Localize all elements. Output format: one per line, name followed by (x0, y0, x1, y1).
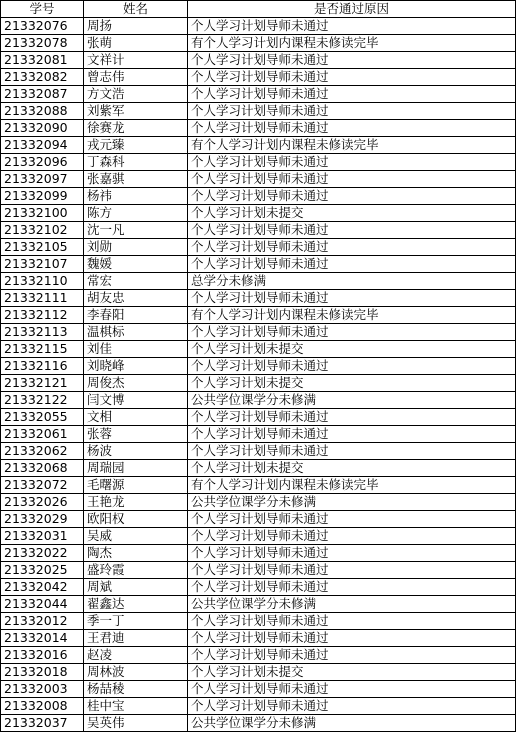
student-id-cell: 21332121 (1, 375, 84, 392)
reason-cell: 个人学习计划导师未通过 (188, 18, 516, 35)
name-cell: 桂中宝 (84, 698, 188, 715)
table-row (1, 426, 516, 443)
name-cell: 杨祎 (84, 188, 188, 205)
student-id-cell: 21332088 (1, 103, 84, 120)
name-cell: 胡友忠 (84, 290, 188, 307)
name-cell: 方文浩 (84, 86, 188, 103)
student-id-cell: 21332087 (1, 86, 84, 103)
table-row (1, 256, 516, 273)
table-row (1, 171, 516, 188)
reason-cell: 个人学习计划导师未通过 (188, 562, 516, 579)
reason-cell: 个人学习计划未提交 (188, 460, 516, 477)
student-id-cell: 21332022 (1, 545, 84, 562)
name-cell: 盛玲霞 (84, 562, 188, 579)
name-cell: 周瑞园 (84, 460, 188, 477)
reason-cell: 个人学习计划导师未通过 (188, 528, 516, 545)
reason-cell: 个人学习计划未提交 (188, 341, 516, 358)
table-row (1, 681, 516, 698)
student-id-cell: 21332102 (1, 222, 84, 239)
student-id-cell: 21332099 (1, 188, 84, 205)
name-cell: 张萌 (84, 35, 188, 52)
reason-cell: 有个人学习计划内课程未修读完毕 (188, 307, 516, 324)
reason-cell: 个人学习计划导师未通过 (188, 103, 516, 120)
student-id-cell: 21332031 (1, 528, 84, 545)
reason-cell: 个人学习计划导师未通过 (188, 171, 516, 188)
name-cell: 戎元臻 (84, 137, 188, 154)
reason-cell: 个人学习计划导师未通过 (188, 239, 516, 256)
reason-cell: 个人学习计划导师未通过 (188, 188, 516, 205)
table-row (1, 375, 516, 392)
reason-cell: 个人学习计划导师未通过 (188, 120, 516, 137)
student-id-cell: 21332110 (1, 273, 84, 290)
table-row (1, 69, 516, 86)
reason-cell: 公共学位课学分未修满 (188, 715, 516, 732)
reason-cell: 个人学习计划导师未通过 (188, 647, 516, 664)
name-cell: 刘佳 (84, 341, 188, 358)
name-cell: 季一丁 (84, 613, 188, 630)
table-row (1, 545, 516, 562)
student-id-cell: 21332096 (1, 154, 84, 171)
name-cell: 常宏 (84, 273, 188, 290)
name-cell: 闫文博 (84, 392, 188, 409)
table-row (1, 528, 516, 545)
reason-cell: 个人学习计划导师未通过 (188, 86, 516, 103)
name-cell: 张蓉 (84, 426, 188, 443)
name-cell: 张嘉骐 (84, 171, 188, 188)
reason-cell: 个人学习计划导师未通过 (188, 630, 516, 647)
table-row (1, 273, 516, 290)
student-id-cell: 21332115 (1, 341, 84, 358)
reason-cell: 个人学习计划导师未通过 (188, 443, 516, 460)
table-row (1, 596, 516, 613)
name-cell: 周扬 (84, 18, 188, 35)
student-id-cell: 21332055 (1, 409, 84, 426)
table-row (1, 324, 516, 341)
name-cell: 王艳龙 (84, 494, 188, 511)
table-row (1, 358, 516, 375)
reason-cell: 个人学习计划导师未通过 (188, 698, 516, 715)
reason-cell: 有个人学习计划内课程未修读完毕 (188, 137, 516, 154)
name-cell: 文相 (84, 409, 188, 426)
student-id-cell: 21332081 (1, 52, 84, 69)
reason-cell: 公共学位课学分未修满 (188, 596, 516, 613)
name-cell: 周斌 (84, 579, 188, 596)
student-id-cell: 21332082 (1, 69, 84, 86)
reason-cell: 个人学习计划未提交 (188, 664, 516, 681)
name-cell: 刘晓峰 (84, 358, 188, 375)
student-id-cell: 21332029 (1, 511, 84, 528)
table-row (1, 205, 516, 222)
table-row (1, 86, 516, 103)
name-cell: 刘勋 (84, 239, 188, 256)
reason-cell: 个人学习计划导师未通过 (188, 52, 516, 69)
student-id-cell: 21332122 (1, 392, 84, 409)
reason-cell: 个人学习计划导师未通过 (188, 222, 516, 239)
name-cell: 刘紫军 (84, 103, 188, 120)
student-id-cell: 21332113 (1, 324, 84, 341)
table-row (1, 307, 516, 324)
name-cell: 吴英伟 (84, 715, 188, 732)
reason-cell: 个人学习计划导师未通过 (188, 256, 516, 273)
reason-cell: 个人学习计划导师未通过 (188, 511, 516, 528)
table-row (1, 137, 516, 154)
reason-cell: 公共学位课学分未修满 (188, 494, 516, 511)
student-id-cell: 21332061 (1, 426, 84, 443)
student-id-cell: 21332008 (1, 698, 84, 715)
name-cell: 杨喆稜 (84, 681, 188, 698)
student-id-cell: 21332018 (1, 664, 84, 681)
table-row (1, 409, 516, 426)
student-id-cell: 21332105 (1, 239, 84, 256)
student-id-cell: 21332076 (1, 18, 84, 35)
reason-cell: 个人学习计划导师未通过 (188, 358, 516, 375)
table-row (1, 613, 516, 630)
student-id-cell: 21332116 (1, 358, 84, 375)
reason-cell: 有个人学习计划内课程未修读完毕 (188, 477, 516, 494)
student-id-cell: 21332014 (1, 630, 84, 647)
table-row (1, 290, 516, 307)
table-row (1, 511, 516, 528)
reason-cell: 个人学习计划导师未通过 (188, 579, 516, 596)
student-id-cell: 21332068 (1, 460, 84, 477)
name-cell: 李春阳 (84, 307, 188, 324)
name-cell: 魏媛 (84, 256, 188, 273)
name-cell: 杨波 (84, 443, 188, 460)
name-cell: 吴威 (84, 528, 188, 545)
student-id-cell: 21332012 (1, 613, 84, 630)
student-id-cell: 21332037 (1, 715, 84, 732)
table-row (1, 239, 516, 256)
table-row (1, 579, 516, 596)
header-name: 姓名 (84, 1, 188, 18)
reason-cell: 个人学习计划导师未通过 (188, 154, 516, 171)
name-cell: 丁森科 (84, 154, 188, 171)
reason-cell: 公共学位课学分未修满 (188, 392, 516, 409)
student-id-cell: 21332100 (1, 205, 84, 222)
student-id-cell: 21332097 (1, 171, 84, 188)
table-row (1, 647, 516, 664)
student-id-cell: 21332042 (1, 579, 84, 596)
table-row (1, 188, 516, 205)
student-id-cell: 21332107 (1, 256, 84, 273)
name-cell: 欧阳权 (84, 511, 188, 528)
student-id-cell: 21332026 (1, 494, 84, 511)
reason-cell: 个人学习计划导师未通过 (188, 409, 516, 426)
reason-cell: 个人学习计划未提交 (188, 205, 516, 222)
name-cell: 周俊杰 (84, 375, 188, 392)
table-row (1, 120, 516, 137)
table-row (1, 494, 516, 511)
table-row (1, 341, 516, 358)
name-cell: 温棋标 (84, 324, 188, 341)
name-cell: 曾志伟 (84, 69, 188, 86)
table-row (1, 222, 516, 239)
reason-cell: 个人学习计划导师未通过 (188, 681, 516, 698)
table-row (1, 698, 516, 715)
reason-cell: 总学分未修满 (188, 273, 516, 290)
table-row (1, 52, 516, 69)
name-cell: 陈方 (84, 205, 188, 222)
table-row (1, 562, 516, 579)
name-cell: 沈一凡 (84, 222, 188, 239)
student-id-cell: 21332112 (1, 307, 84, 324)
table-row (1, 35, 516, 52)
name-cell: 王君迪 (84, 630, 188, 647)
table-row (1, 18, 516, 35)
reason-cell: 个人学习计划导师未通过 (188, 69, 516, 86)
reason-cell: 个人学习计划导师未通过 (188, 290, 516, 307)
reason-cell: 个人学习计划导师未通过 (188, 426, 516, 443)
student-id-cell: 21332078 (1, 35, 84, 52)
table-row (1, 154, 516, 171)
table-row (1, 630, 516, 647)
reason-cell: 个人学习计划导师未通过 (188, 324, 516, 341)
student-id-cell: 21332016 (1, 647, 84, 664)
table-row (1, 443, 516, 460)
student-id-cell: 21332025 (1, 562, 84, 579)
name-cell: 赵凌 (84, 647, 188, 664)
student-id-cell: 21332044 (1, 596, 84, 613)
table-row (1, 103, 516, 120)
reason-cell: 个人学习计划导师未通过 (188, 545, 516, 562)
name-cell: 周林波 (84, 664, 188, 681)
name-cell: 毛曙源 (84, 477, 188, 494)
table-row (1, 664, 516, 681)
reason-cell: 个人学习计划导师未通过 (188, 613, 516, 630)
table-row (1, 460, 516, 477)
reason-cell: 个人学习计划未提交 (188, 375, 516, 392)
table-body (1, 18, 516, 732)
table-row (1, 477, 516, 494)
student-id-cell: 21332090 (1, 120, 84, 137)
header-reason: 是否通过原因 (188, 1, 516, 18)
table-row (1, 392, 516, 409)
student-id-cell: 21332062 (1, 443, 84, 460)
name-cell: 文祥计 (84, 52, 188, 69)
name-cell: 翟鑫达 (84, 596, 188, 613)
student-id-cell: 21332003 (1, 681, 84, 698)
header-student-id: 学号 (1, 1, 84, 18)
name-cell: 徐赛龙 (84, 120, 188, 137)
reason-cell: 有个人学习计划内课程未修读完毕 (188, 35, 516, 52)
student-id-cell: 21332111 (1, 290, 84, 307)
header-row (1, 1, 516, 18)
name-cell: 陶杰 (84, 545, 188, 562)
student-id-cell: 21332072 (1, 477, 84, 494)
student-id-cell: 21332094 (1, 137, 84, 154)
